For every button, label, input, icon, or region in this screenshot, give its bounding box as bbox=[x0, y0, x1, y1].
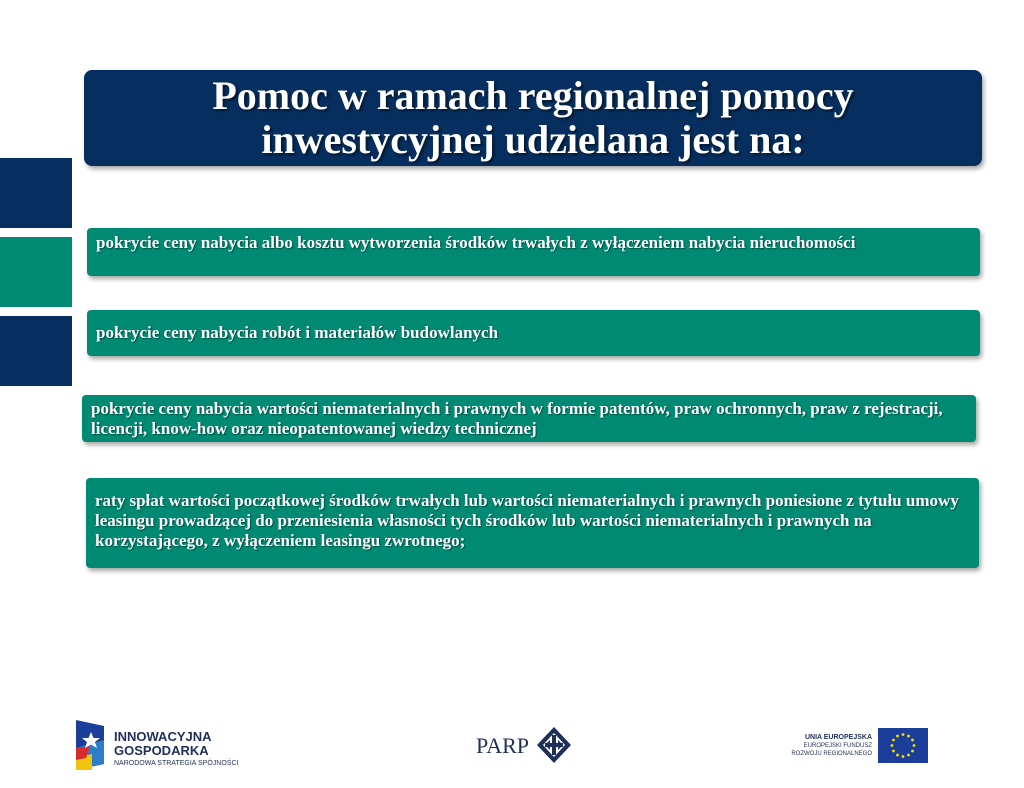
side-block-navy-bottom bbox=[0, 316, 72, 386]
list-item-1 bbox=[87, 228, 980, 276]
flag-with-star-icon bbox=[74, 718, 108, 772]
eu-star-icon bbox=[891, 744, 894, 747]
parp-text: PARP bbox=[476, 733, 530, 758]
eu-star-icon bbox=[913, 744, 916, 747]
side-block-teal bbox=[0, 237, 72, 307]
strategia-text: NARODOWA STRATEGIA SPÓJNOŚCI bbox=[114, 760, 239, 767]
eu-star-icon bbox=[907, 735, 910, 738]
unia-europejska-text: UNIA EUROPEJSKA bbox=[804, 734, 872, 741]
list-item-2 bbox=[87, 310, 980, 356]
slide-title-box bbox=[84, 70, 982, 166]
eu-star-icon bbox=[892, 750, 895, 753]
slide-title-line-2: inwestycyjnej udzielana jest na: bbox=[261, 117, 805, 162]
list-item-text: raty spłat wartości początkowej środków trwałych lub wartości niematerialnych i prawnych poniesione z tytułu umowy leasingu prowadzącej do przeniesienia własności tych środków lub wartości niematerialnych i prawnych na korzystającego, z wyłączeniem leasingu zwrotnego; bbox=[95, 491, 959, 550]
fundusz-text: EUROPEJSKI FUNDUSZ bbox=[803, 743, 872, 749]
slide-title bbox=[212, 74, 853, 162]
eu-star-icon bbox=[902, 733, 905, 736]
eu-star-icon bbox=[911, 739, 914, 742]
eu-star-icon bbox=[907, 754, 910, 757]
parp-logo bbox=[476, 724, 572, 766]
eu-star-icon bbox=[896, 754, 899, 757]
rozwoju-text: ROZWOJU REGIONALNEGO bbox=[791, 751, 872, 757]
eu-flag-icon bbox=[878, 728, 928, 763]
list-item-3 bbox=[82, 395, 976, 442]
list-item-text: pokrycie ceny nabycia robót i materiałów budowlanych bbox=[96, 323, 499, 342]
parp-diamond-arrows-icon bbox=[536, 726, 572, 764]
list-item-text: pokrycie ceny nabycia albo kosztu wytworzenia środków trwałych z wyłączeniem nabycia nieruchomości bbox=[96, 233, 856, 252]
side-block-navy-top bbox=[0, 158, 72, 228]
eu-logo bbox=[786, 728, 928, 766]
eu-star-icon bbox=[911, 750, 914, 753]
eu-star-icon bbox=[902, 755, 905, 758]
slide-title-line-1: Pomoc w ramach regionalnej pomocy bbox=[212, 73, 854, 118]
eu-star-icon bbox=[892, 739, 895, 742]
innowacyjna-gospodarka-logo bbox=[74, 718, 254, 774]
gospodarka-text: GOSPODARKA bbox=[114, 743, 209, 758]
list-item-text: pokrycie ceny nabycia wartości niematerialnych i prawnych w formie patentów, praw ochronnych, praw z rejestracji, licencji, know-how oraz nieopatentowanej wiedzy technicznej bbox=[91, 399, 943, 438]
innowacyjna-text: INNOWACYJNA bbox=[114, 729, 212, 744]
eu-star-icon bbox=[896, 735, 899, 738]
list-item-4 bbox=[86, 478, 979, 568]
